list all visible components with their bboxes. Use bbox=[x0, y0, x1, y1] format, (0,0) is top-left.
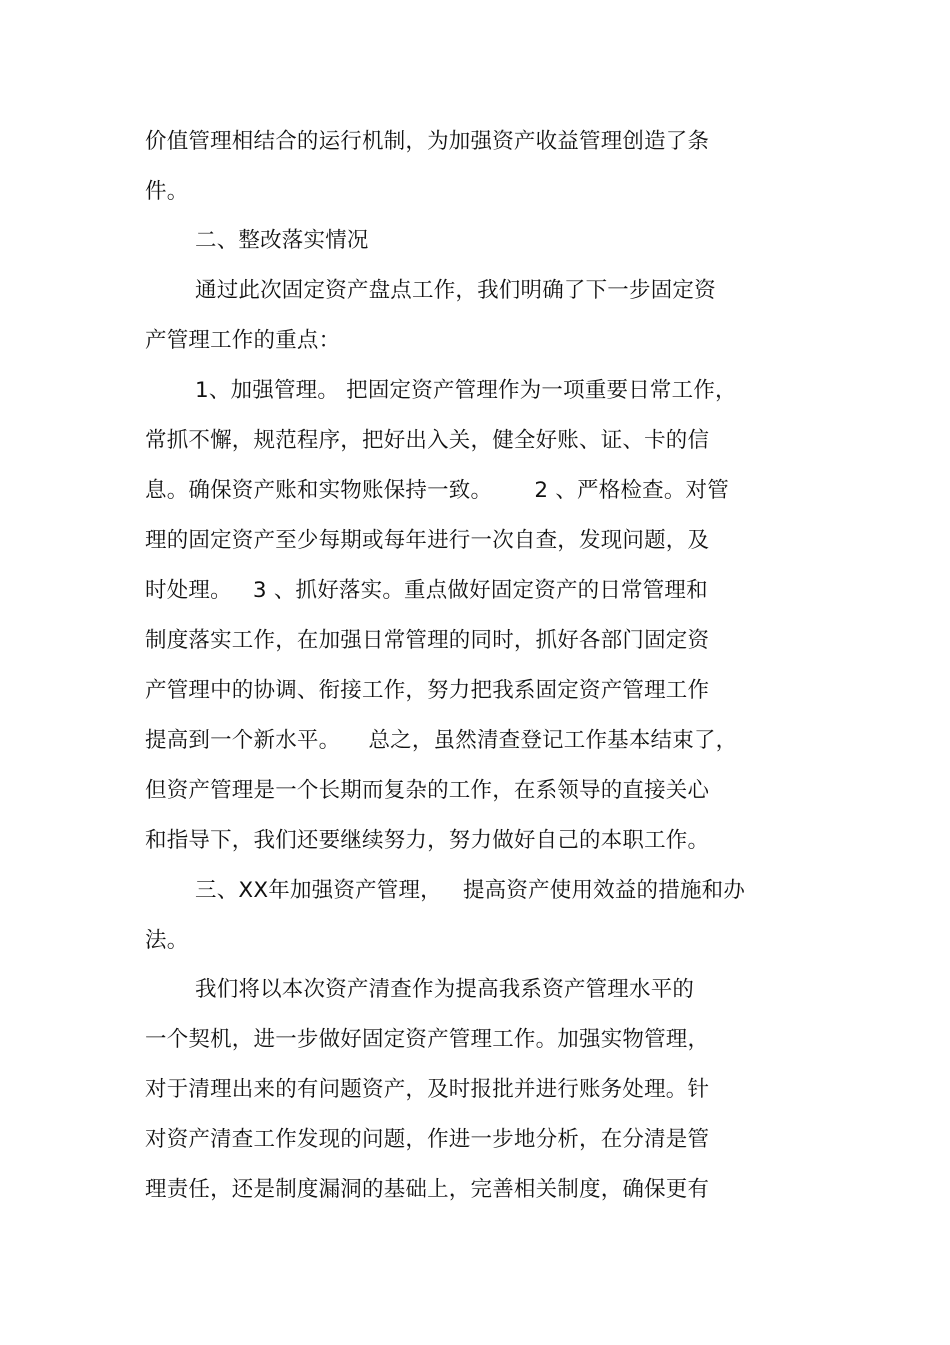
paragraph-line: 息。确保资产账和实物账保持一致。 2 、严格检查。对管 bbox=[145, 478, 729, 503]
paragraph-line: 我们将以本次资产清查作为提高我系资产管理水平的 bbox=[195, 977, 695, 1002]
paragraph-line: 1、加强管理。 把固定资产管理作为一项重要日常工作， bbox=[195, 378, 737, 403]
section-heading: 法。 bbox=[145, 928, 189, 953]
paragraph-line: 产管理中的协调、衔接工作，努力把我系固定资产管理工作 bbox=[145, 678, 710, 703]
paragraph-line: 价值管理相结合的运行机制，为加强资产收益管理创造了条 bbox=[145, 129, 710, 154]
paragraph-line: 提高到一个新水平。 总之，虽然清查登记工作基本结束了， bbox=[145, 728, 738, 753]
section-heading: 二、整改落实情况 bbox=[195, 228, 369, 253]
paragraph-line: 对于清理出来的有问题资产，及时报批并进行账务处理。针 bbox=[145, 1077, 710, 1102]
paragraph-line: 产管理工作的重点： bbox=[145, 328, 341, 353]
paragraph-line: 但资产管理是一个长期而复杂的工作，在系领导的直接关心 bbox=[145, 778, 710, 803]
paragraph-line: 件。 bbox=[145, 179, 189, 204]
paragraph-line: 通过此次固定资产盘点工作，我们明确了下一步固定资 bbox=[195, 278, 716, 303]
paragraph-line: 一个契机，进一步做好固定资产管理工作。加强实物管理， bbox=[145, 1027, 710, 1052]
section-heading: 三、XX年加强资产管理， 提高资产使用效益的措施和办 bbox=[195, 878, 746, 903]
paragraph-line: 理责任，还是制度漏洞的基础上，完善相关制度，确保更有 bbox=[145, 1177, 710, 1202]
paragraph-line: 对资产清查工作发现的问题，作进一步地分析，在分清是管 bbox=[145, 1127, 710, 1152]
paragraph-line: 理的固定资产至少每期或每年进行一次自查，发现问题，及 bbox=[145, 528, 710, 553]
paragraph-line: 和指导下，我们还要继续努力，努力做好自己的本职工作。 bbox=[145, 828, 710, 853]
paragraph-line: 时处理。 3 、抓好落实。重点做好固定资产的日常管理和 bbox=[145, 578, 708, 603]
paragraph-line: 制度落实工作，在加强日常管理的同时，抓好各部门固定资 bbox=[145, 628, 710, 653]
paragraph-line: 常抓不懈，规范程序，把好出入关，健全好账、证、卡的信 bbox=[145, 428, 710, 453]
